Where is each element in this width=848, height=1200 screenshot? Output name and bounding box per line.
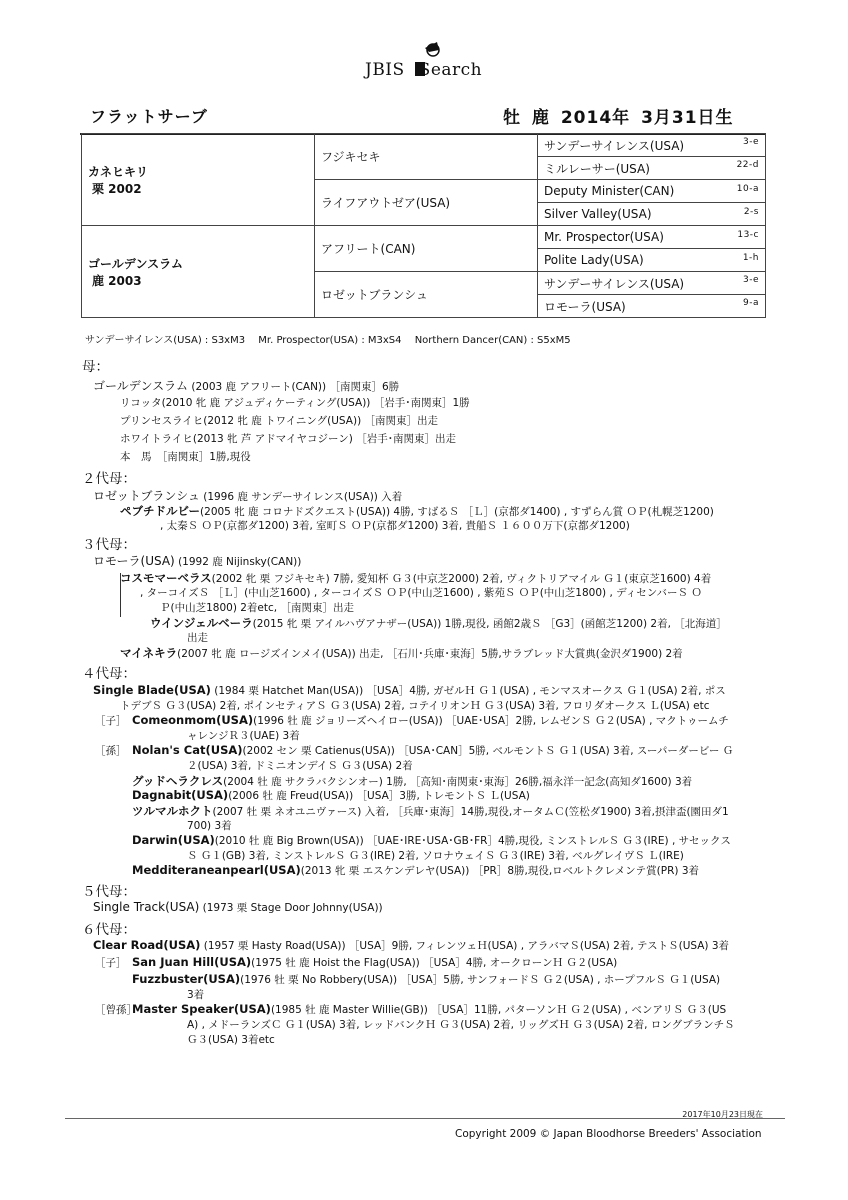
sire-cell [82,134,315,226]
section-heading: ５代母： [82,884,136,900]
family-line: Single Blade(USA) (1984 栗 Hatchet Man(USA)) ［USA］4勝, ガゼルＨ Ｇ１(USA) , モンマスオークス Ｇ１(USA) 2着, ポス [93,683,726,697]
footer-divider [65,1118,785,1119]
family-number: 2-s [743,207,759,217]
sire-name: カネヒキリ [88,164,149,179]
gen3-name: Mr. Prospector(USA) [544,230,664,244]
gen3-cell [538,295,766,318]
family-line: Medditeraneanpearl(USA)(2013 牝 栗 エスケンデレヤ(USA)) ［PR］8勝,現役,ロベルトクレメンテ賞(PR) 3着 [132,863,699,877]
gen3-name: Deputy Minister(CAN) [544,184,675,198]
gen3-cell [538,272,766,295]
gen3-name: サンデーサイレンス(USA) [544,276,685,291]
family-line: リコッタ(2010 牝 鹿 アジュディケーティング(USA)) ［岩手･南関東］1勝 [120,397,470,409]
section-heading: ３代母： [82,537,136,553]
gen2-cell: アフリート(CAN) [315,226,538,272]
pedigree-table [81,133,766,318]
family-line: Ｓ Ｇ１(GB) 3着, ミンストレルＳ Ｇ３(IRE) 2着, ソロナウェイＳ Ｇ３(IRE) 3着, ベルグレイヴＳ Ｌ(IRE) [187,850,684,862]
gen3-name: Silver Valley(USA) [544,207,652,221]
inbreeding-note: サンデーサイレンス(USA) : S3xM3 Mr. Prospector(USA) : M3xS4 Northern Dancer(CAN) : S5xM5 [85,335,571,346]
family-number: 13-c [737,230,759,240]
family-line: ２(USA) 3着, ドミニオンデイＳ Ｇ３(USA) 2着 [187,760,413,772]
family-line: 出走 [187,632,208,644]
copyright: Copyright 2009 © Japan Bloodhorse Breeders' Association [455,1128,762,1140]
family-number: 9-a [743,297,759,308]
jbis-logo [365,40,490,84]
gen3-name: ロモーラ(USA) [544,299,626,314]
gen3-cell [538,134,766,157]
family-line: トデブＳ Ｇ３(USA) 2着, ポインセティアＳ Ｇ３(USA) 2着, コテイリオンＨ Ｇ３(USA) 3着, フロリダオークス Ｌ(USA) etc [120,700,710,712]
family-line: 3着 [187,989,205,1001]
horse-info: 牡 鹿 2014年 3月31日生 [503,108,734,128]
family-line: , 太秦Ｓ ＯＰ(京都ダ1200) 3着, 室町Ｓ ＯＰ(京都ダ1200) 3着, 貴船Ｓ １６００万下(京都ダ1200) [160,520,630,532]
family-line: プリンセスライヒ(2012 牝 鹿 トワイニング(USA)) ［南関東］出走 [120,415,439,427]
horse-name: フラットサーブ [90,107,208,126]
relation-label: ［子］ [95,715,127,727]
dam-name: ゴールデンスラム [88,256,184,271]
relation-label: ［子］ [95,957,127,969]
family-line: Single Track(USA) (1973 栗 Stage Door Johnny(USA)) [93,900,383,914]
gen2-cell: ライフアウトゼア(USA) [315,180,538,226]
gen2-cell: ロゼットブランシュ [315,272,538,318]
family-line: Ｇ３(USA) 3着etc [187,1034,275,1046]
gen2-cell: フジキセキ [315,134,538,180]
family-line: ツルマルホクト(2007 牡 栗 ネオユニヴァース) 入着, ［兵庫･東海］14勝,現役,オータムＣ(笠松ダ1900) 3着,摂津盃(園田ダ1 [132,804,729,818]
family-line: Ｐ(中山芝1800) 2着etc, ［南関東］出走 [160,602,354,614]
gen3-cell [538,180,766,203]
family-line: Fuzzbuster(USA)(1976 牡 栗 No Robbery(USA)) ［USA］5勝, サンフォードＳ Ｇ２(USA) , ホープフルＳ Ｇ１(USA) [132,972,721,986]
family-line: ロゼットブランシュ (1996 鹿 サンデーサイレンス(USA)) 入着 [93,489,403,503]
family-line: ホワイトライヒ(2013 牝 芦 アドマイヤコジーン) ［岩手･南関東］出走 [120,433,456,445]
family-line: Darwin(USA)(2010 牡 鹿 Big Brown(USA)) ［UAE･IRE･USA･GB･FR］4勝,現役, ミンストレルＳ Ｇ３(IRE) , サセックス [132,833,731,847]
section-heading: 母： [82,359,109,375]
family-line: , ターコイズＳ ［Ｌ］(中山芝1600) , ターコイズＳ ＯＰ(中山芝1600) , 紫苑Ｓ ＯＰ(中山芝1800) , ディセンバーＳ Ｏ [140,587,702,599]
family-line: 700) 3着 [187,820,232,832]
family-number: 3-e [742,274,759,285]
gen3-cell [538,249,766,272]
family-line: Comeonmom(USA)(1996 牡 鹿 ジョリーズヘイロー(USA)) ［UAE･USA］2勝, レムゼンＳ Ｇ２(USA) , マクトゥームチ [132,713,729,727]
family-line: 本 馬 ［南関東］1勝,現役 [120,451,251,463]
family-line: グッドヘラクレス(2004 牡 鹿 サクラバクシンオー) 1勝, ［高知･南関東･東海］26勝,福永洋一記念(高知ダ1600) 3着 [132,774,693,788]
family-number: 1-h [742,253,759,263]
dam-detail: 鹿 2003 [92,273,142,288]
relation-label: ［孫］ [95,745,127,757]
gen3-name: ミルレーサー(USA) [544,161,650,176]
family-line: コスモマーベラス(2002 牝 栗 フジキセキ) 7勝, 愛知杯 Ｇ３(中京芝2000) 2着, ヴィクトリアマイル Ｇ１(東京芝1600) 4着 [120,571,712,585]
gen3-name: Polite Lady(USA) [544,253,644,267]
family-number: 10-a [736,184,759,194]
family-line: A) , メドーランズＣ Ｇ１(USA) 3着, レッドバンクＨ Ｇ３(USA) 2着, リッグズＨ Ｇ３(USA) 2着, ロングブランチＳ [187,1019,735,1031]
family-line: ャレンジＲ３(UAE) 3着 [187,730,300,742]
gen3-name: サンデーサイレンス(USA) [544,138,685,153]
family-line: Clear Road(USA) (1957 栗 Hasty Road(USA)) ［USA］9勝, フィレンツェＨ(USA) , アラバマＳ(USA) 2着, テストＳ(USA) 3着 [93,938,730,952]
gen3-cell [538,203,766,226]
family-line: Dagnabit(USA)(2006 牡 鹿 Freud(USA)) ［USA］3勝, トレモントＳ Ｌ(USA) [132,788,530,802]
family-line: ウインジェルベーラ(2015 牝 栗 アイルハヴアナザー(USA)) 1勝,現役, 函館2歳Ｓ ［G3］(函館芝1200) 2着, ［北海道］ [150,616,727,630]
logo-text: JBIS Search [365,60,483,80]
section-heading: ２代母： [82,471,136,487]
family-line: ペブチドルビー(2005 牝 鹿 コロナドズクエスト(USA)) 4勝, すばるＳ ［Ｌ］(京都ダ1400) , すずらん賞 ＯＰ(札幌芝1200) [120,504,714,518]
sire-detail: 栗 2002 [92,181,142,196]
as-of-date: 2017年10月23日現在 [682,1110,763,1119]
gen3-cell [538,157,766,180]
family-line: ゴールデンスラム (2003 鹿 アフリート(CAN)) ［南関東］6勝 [93,379,400,393]
family-line: マイネキラ(2007 牝 鹿 ロージズインメイ(USA)) 出走, ［石川･兵庫･東海］5勝,サラブレッド大賞典(金沢ダ1900) 2着 [120,646,683,660]
family-line: Nolan's Cat(USA)(2002 セン 栗 Catienus(USA)) ［USA･CAN］5勝, ベルモントＳ Ｇ１(USA) 3着, スーパーダービー Ｇ [132,743,734,757]
family-number: 3-e [742,136,759,147]
family-number: 22-d [736,159,759,170]
relation-label: ［曾孫］ [95,1004,137,1016]
family-line: ロモーラ(USA) (1992 鹿 Nijinsky(CAN)) [93,554,302,568]
dam-cell [82,226,315,318]
section-heading: ４代母： [82,666,136,682]
family-line: Master Speaker(USA)(1985 牡 鹿 Master Willie(GB)) ［USA］11勝, パターソンＨ Ｇ２(USA) , ベンアリＳ Ｇ３(US [132,1002,727,1016]
gen3-cell [538,226,766,249]
section-heading: ６代母： [82,922,136,938]
family-line: San Juan Hill(USA)(1975 牡 鹿 Hoist the Flag(USA)) ［USA］4勝, オークローンＨ Ｇ２(USA) [132,955,618,969]
